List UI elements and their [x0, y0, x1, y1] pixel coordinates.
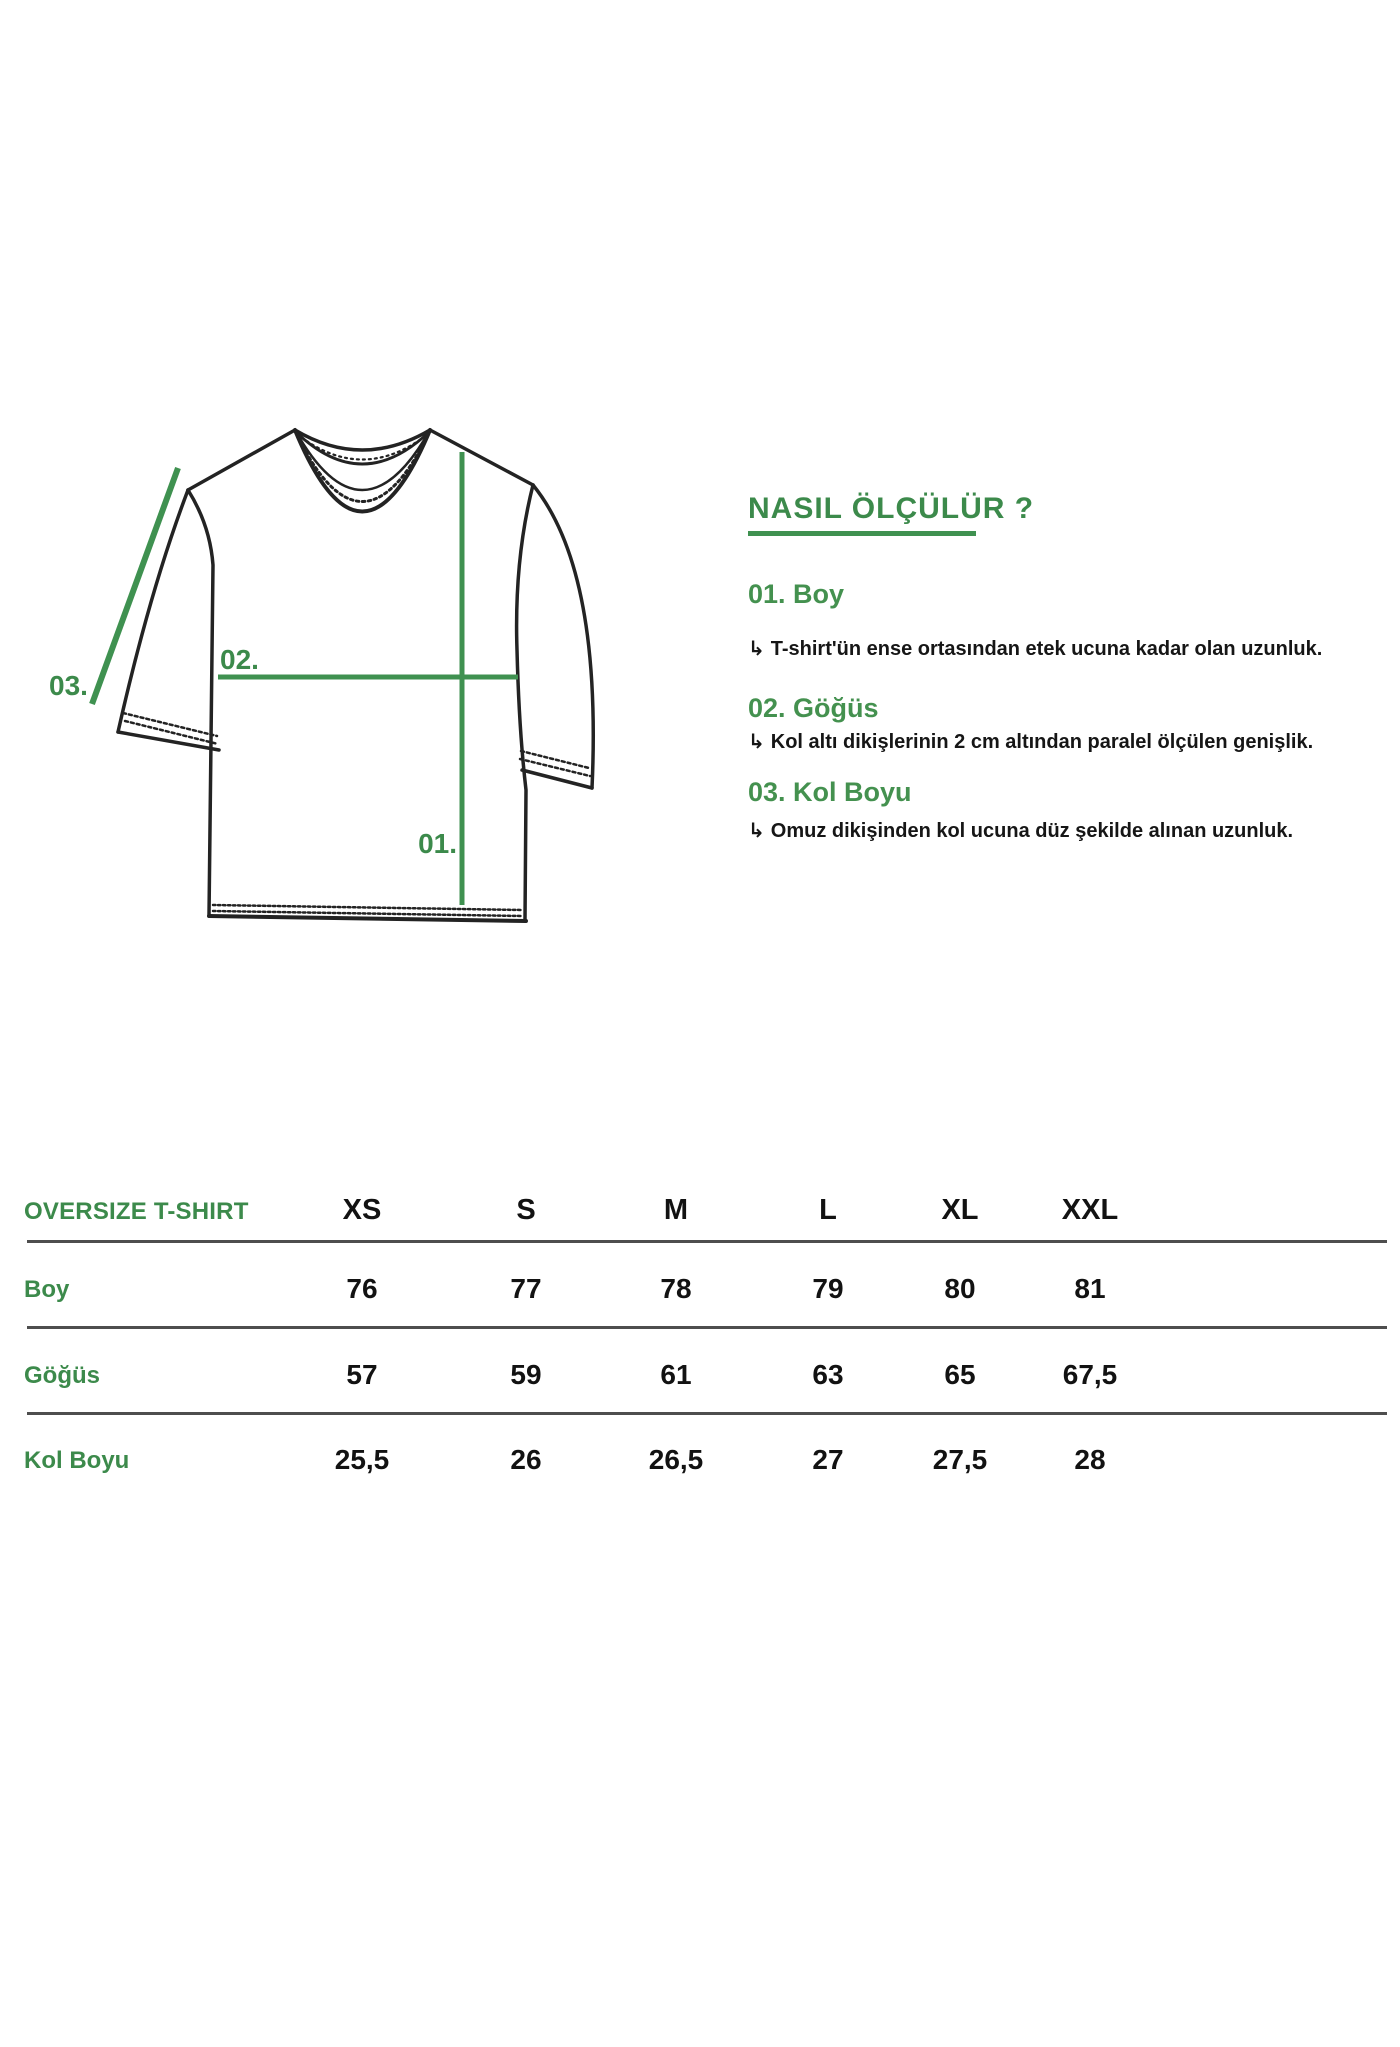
howto-item-chest-desc — [748, 729, 1313, 754]
length-xl: 80 — [944, 1273, 976, 1304]
return-arrow-icon: ↳ — [748, 729, 765, 753]
left-shoulder-line — [188, 430, 295, 490]
sleeve-measure-label: 03. — [49, 670, 88, 701]
length-xxl: 81 — [1074, 1273, 1106, 1304]
size-header-xl: XL — [941, 1194, 979, 1226]
howto-item-chest-title: 02. Göğüs — [748, 693, 879, 723]
body-hem — [209, 916, 526, 921]
sleeve-m: 26,5 — [648, 1444, 704, 1475]
howto-item-chest-desc-text: Kol altı dikişlerinin 2 cm altından paralel ölçülen genişlik. — [770, 731, 1314, 753]
table-row-length — [0, 1273, 1400, 1313]
size-header-xs: XS — [342, 1194, 382, 1226]
product-name: OVERSIZE T-SHIRT — [24, 1198, 249, 1225]
table-separator — [27, 1326, 1387, 1329]
sleeve-s: 26 — [510, 1444, 542, 1475]
size-table-header-row — [0, 1194, 1400, 1234]
tshirt-measurement-diagram — [30, 380, 610, 950]
chest-measure-label: 02. — [220, 644, 259, 675]
collar-back-stitch — [297, 434, 428, 460]
length-s: 77 — [510, 1273, 542, 1304]
size-header-m: M — [663, 1194, 689, 1226]
length-m: 78 — [660, 1273, 692, 1304]
howto-item-sleeve-desc-text: Omuz dikişinden kol ucuna düz şekilde alınan uzunluk. — [770, 820, 1294, 842]
length-measure-label: 01. — [418, 828, 457, 859]
right-sleeve-outer-edge — [533, 485, 593, 788]
howto-item-length-desc-text: T-shirt'ün ense ortasından etek ucuna kadar olan uzunluk. — [770, 638, 1323, 660]
chest-xs: 57 — [346, 1359, 378, 1390]
sleeve-xl: 27,5 — [932, 1444, 988, 1475]
right-cuff-stitch-1 — [521, 751, 589, 768]
howto-title-underline — [748, 531, 976, 536]
row-label-length: Boy — [24, 1276, 70, 1303]
size-header-xxl: XXL — [1061, 1194, 1119, 1226]
hem-stitch-1 — [213, 905, 522, 910]
row-label-sleeve: Kol Boyu — [24, 1447, 130, 1474]
right-shoulder-line — [430, 430, 533, 485]
table-row-sleeve — [0, 1444, 1400, 1484]
sleeve-xs: 25,5 — [334, 1444, 390, 1475]
length-xs: 76 — [346, 1273, 378, 1304]
chest-xl: 65 — [944, 1359, 976, 1390]
howto-item-length-desc — [748, 636, 1322, 661]
table-separator — [27, 1412, 1387, 1415]
howto-title: NASIL ÖLÇÜLÜR ? — [748, 492, 1035, 525]
chest-l: 63 — [812, 1359, 844, 1390]
return-arrow-icon: ↳ — [748, 636, 765, 660]
table-row-chest — [0, 1359, 1400, 1399]
table-separator — [27, 1240, 1387, 1243]
body-right-edge — [517, 485, 533, 920]
chest-m: 61 — [660, 1359, 692, 1390]
sleeve-measure-line — [92, 468, 178, 704]
length-l: 79 — [812, 1273, 844, 1304]
chest-s: 59 — [510, 1359, 542, 1390]
size-header-l: L — [819, 1194, 837, 1226]
return-arrow-icon: ↳ — [748, 818, 765, 842]
howto-item-sleeve-desc — [748, 818, 1293, 843]
howto-item-sleeve-title: 03. Kol Boyu — [748, 777, 912, 807]
size-header-s: S — [516, 1194, 536, 1226]
sleeve-xxl: 28 — [1074, 1444, 1106, 1475]
row-label-chest: Göğüs — [24, 1362, 100, 1389]
chest-xxl: 67,5 — [1062, 1359, 1118, 1390]
howto-item-length-title: 01. Boy — [748, 579, 845, 609]
body-left-edge — [188, 490, 213, 916]
sleeve-l: 27 — [812, 1444, 844, 1475]
collar-front-outer — [295, 430, 430, 512]
